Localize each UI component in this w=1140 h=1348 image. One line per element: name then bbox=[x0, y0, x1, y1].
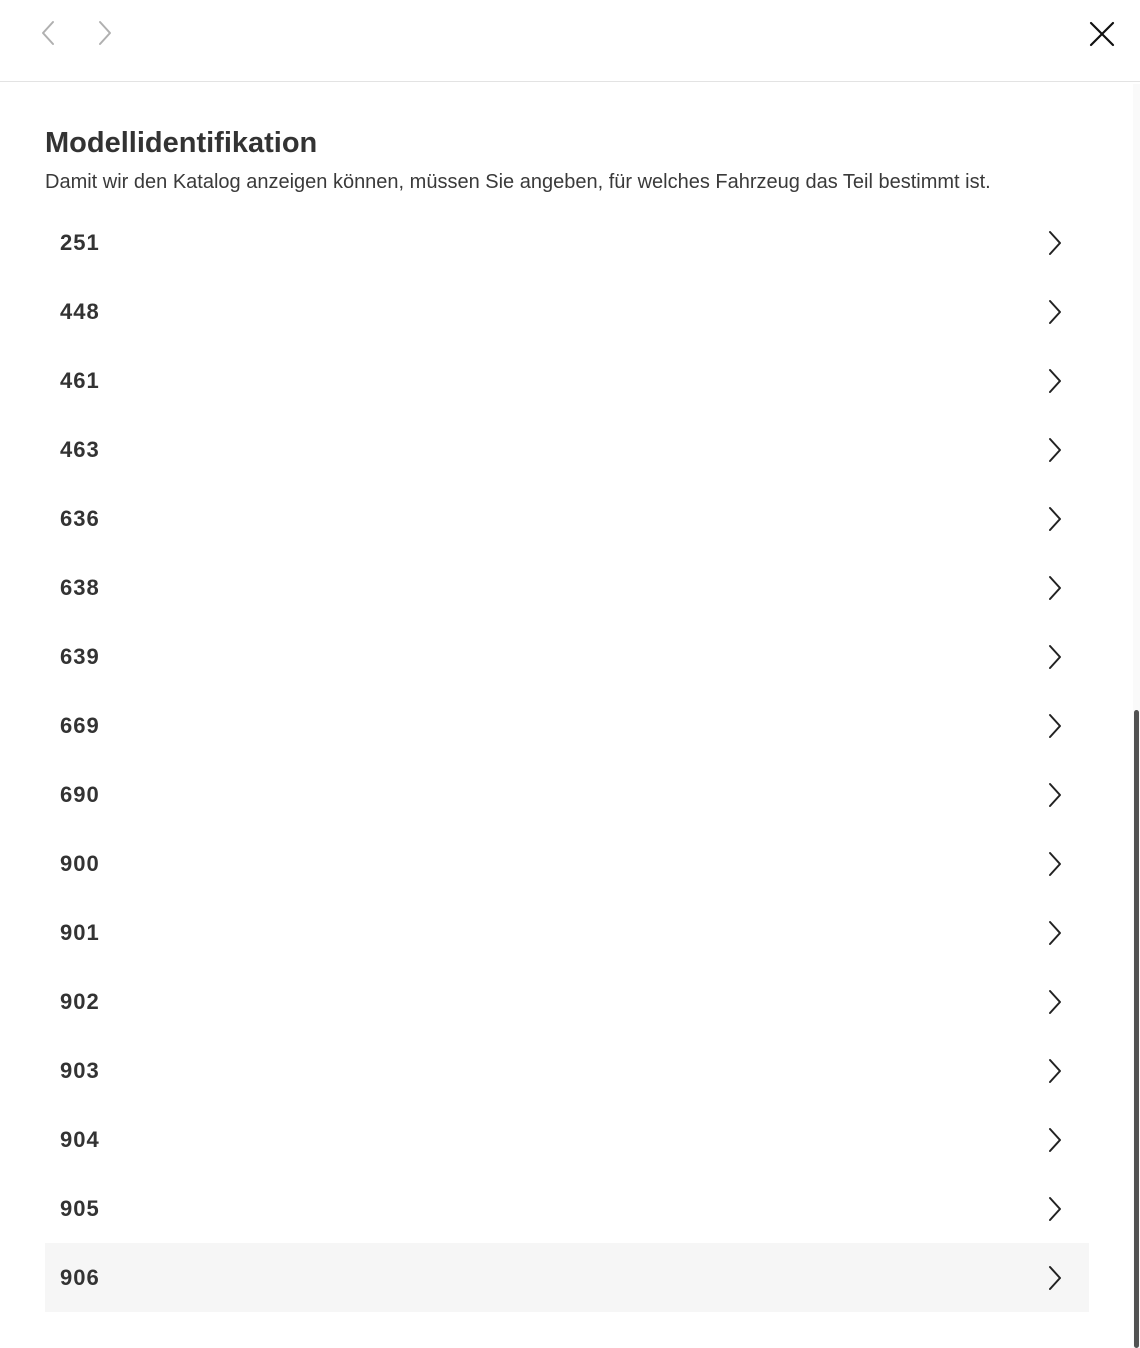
chevron-right-icon bbox=[1044, 919, 1064, 947]
model-label: 461 bbox=[60, 367, 100, 393]
model-list-item[interactable] bbox=[45, 898, 1089, 967]
chevron-right-icon bbox=[1044, 1057, 1064, 1085]
model-label: 902 bbox=[60, 988, 100, 1014]
chevron-right-icon bbox=[1044, 367, 1064, 395]
model-list-item[interactable] bbox=[45, 346, 1089, 415]
chevron-right-icon bbox=[1044, 850, 1064, 878]
close-button[interactable] bbox=[1083, 15, 1121, 53]
chevron-right-icon bbox=[1044, 574, 1064, 602]
chevron-right-icon bbox=[94, 19, 114, 47]
model-list-item[interactable] bbox=[45, 277, 1089, 346]
model-label: 463 bbox=[60, 436, 100, 462]
model-list-item[interactable] bbox=[45, 1243, 1089, 1312]
model-label: 690 bbox=[60, 781, 100, 807]
model-list-item[interactable] bbox=[45, 967, 1089, 1036]
model-label: 904 bbox=[60, 1126, 100, 1152]
model-list-item[interactable] bbox=[45, 622, 1089, 691]
model-label: 251 bbox=[60, 229, 100, 255]
model-label: 905 bbox=[60, 1195, 100, 1221]
model-label: 901 bbox=[60, 919, 100, 945]
model-label: 906 bbox=[60, 1264, 100, 1290]
chevron-right-icon bbox=[1044, 436, 1064, 464]
chevron-right-icon bbox=[1044, 1264, 1064, 1292]
chevron-right-icon bbox=[1044, 229, 1064, 257]
chevron-left-icon bbox=[39, 19, 59, 47]
model-list-item[interactable] bbox=[45, 691, 1089, 760]
model-list-item[interactable] bbox=[45, 760, 1089, 829]
chevron-right-icon bbox=[1044, 1126, 1064, 1154]
model-list-item[interactable] bbox=[45, 208, 1089, 277]
model-list-item[interactable] bbox=[45, 415, 1089, 484]
chevron-right-icon bbox=[1044, 1195, 1064, 1223]
model-label: 448 bbox=[60, 298, 100, 324]
model-label: 639 bbox=[60, 643, 100, 669]
model-list-item[interactable] bbox=[45, 1105, 1089, 1174]
close-icon bbox=[1088, 20, 1116, 48]
model-label: 669 bbox=[60, 712, 100, 738]
chevron-right-icon bbox=[1044, 298, 1064, 326]
model-list-item[interactable] bbox=[45, 484, 1089, 553]
model-label: 638 bbox=[60, 574, 100, 600]
top-bar bbox=[0, 0, 1140, 82]
model-label: 903 bbox=[60, 1057, 100, 1083]
model-label: 636 bbox=[60, 505, 100, 531]
page-subtitle: Damit wir den Katalog anzeigen können, müssen Sie angeben, für welches Fahrzeug das Teil bestimmt ist. bbox=[45, 171, 991, 193]
forward-button[interactable] bbox=[87, 16, 121, 50]
model-list bbox=[45, 208, 1089, 1312]
model-list-item[interactable] bbox=[45, 1036, 1089, 1105]
page-title: Modellidentifikation bbox=[45, 127, 318, 159]
chevron-right-icon bbox=[1044, 505, 1064, 533]
model-label: 900 bbox=[60, 850, 100, 876]
back-button[interactable] bbox=[32, 16, 66, 50]
model-list-item[interactable] bbox=[45, 553, 1089, 622]
scrollbar-thumb[interactable] bbox=[1134, 710, 1139, 1348]
chevron-right-icon bbox=[1044, 712, 1064, 740]
model-list-item[interactable] bbox=[45, 829, 1089, 898]
chevron-right-icon bbox=[1044, 988, 1064, 1016]
chevron-right-icon bbox=[1044, 781, 1064, 809]
chevron-right-icon bbox=[1044, 643, 1064, 671]
model-list-item[interactable] bbox=[45, 1174, 1089, 1243]
